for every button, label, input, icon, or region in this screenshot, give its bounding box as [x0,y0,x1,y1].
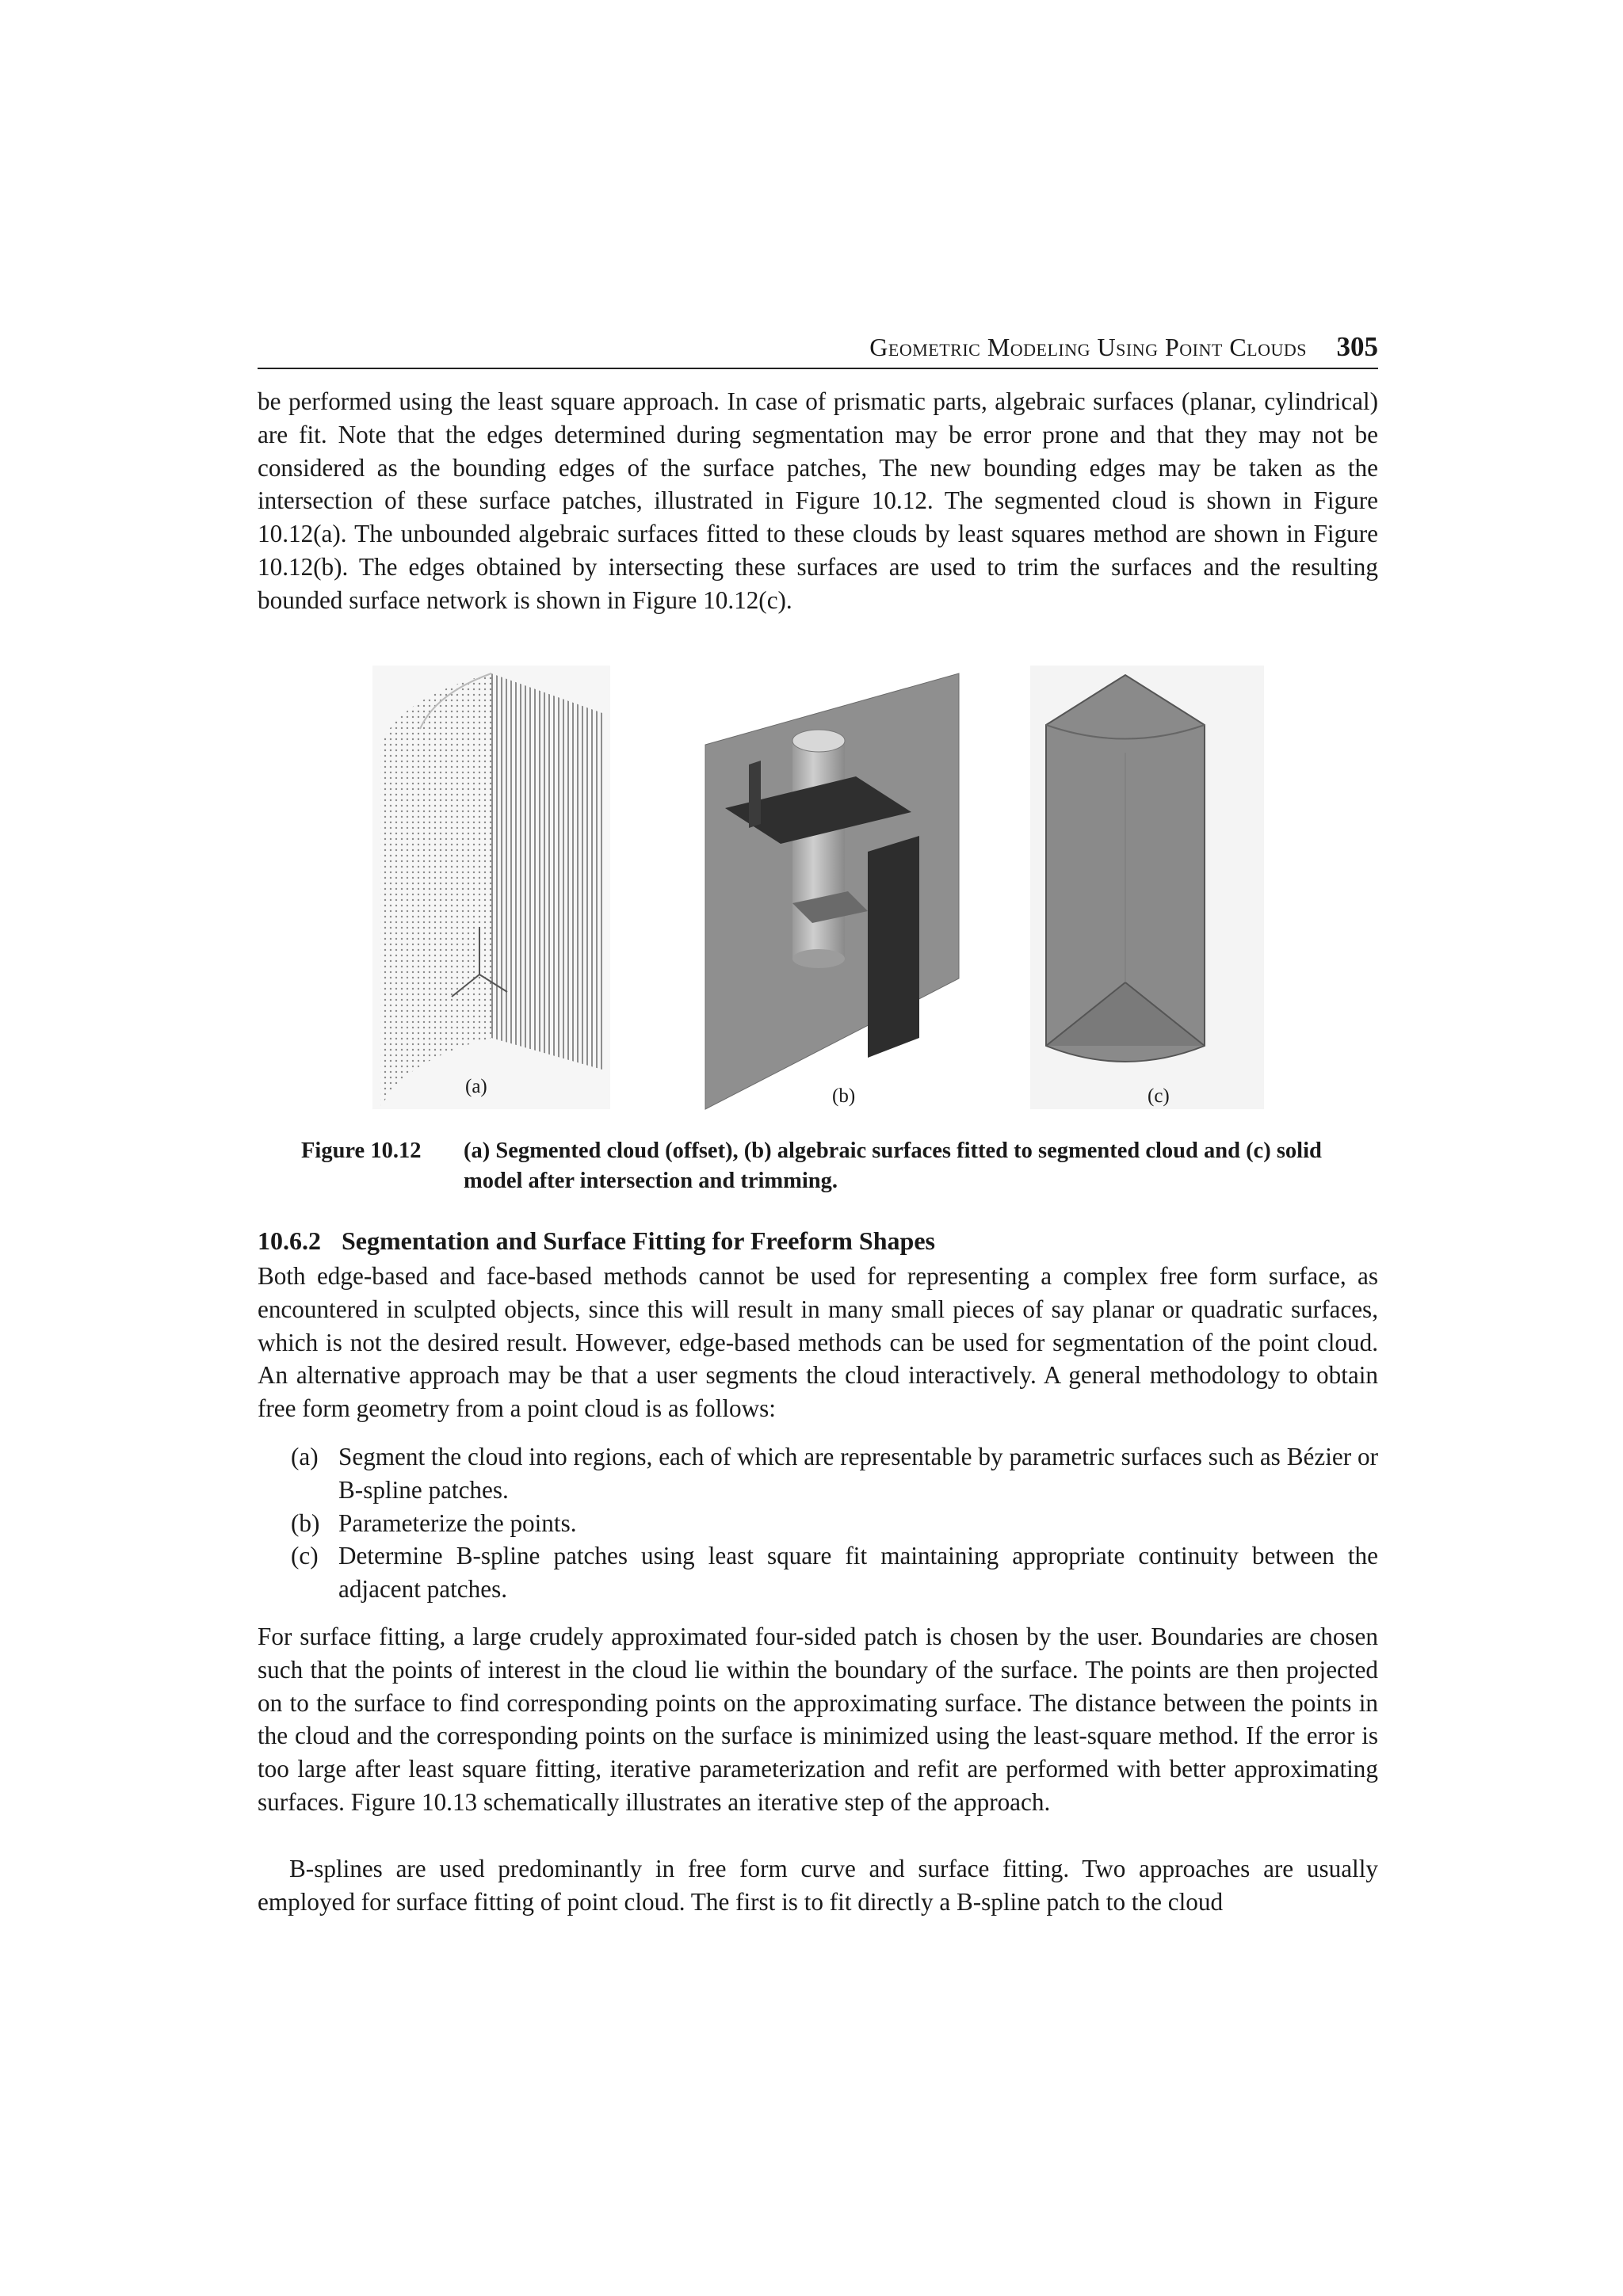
panel-c-label: (c) [1148,1085,1170,1107]
paragraph-surface-fitting: For surface fitting, a large crudely approximated four-sided patch is chosen by the user. Boundaries are chosen such that the points of interest in the cloud lie within the boundary of the surface. The points are then projected on to the surface to find corresponding points on the approximating surface. The distance between the points in the cloud and the corresponding points on the surface is minimized using the least-square method. If the error is too large after least square fitting, iterative parameterization and refit are performed with better approximating surfaces. Figure 10.13 schematically illustrates an iterative step of the approach. [258,1623,1378,1816]
page-number: 305 [1336,331,1378,362]
list-item-text: Segment the cloud into regions, each of which are representable by parametric surfaces such as Bézier or B-spline patches. [338,1443,1378,1504]
paragraph-bsplines: B-splines are used predominantly in free form curve and surface fitting. Two approaches are usually employed for surface fitting of point cloud. The first is to fit directly a B-spline patch to the cloud [258,1855,1378,1916]
panel-b-algebraic-surfaces [705,673,959,1109]
panel-a-label: (a) [465,1076,487,1097]
list-item [258,1507,1378,1540]
section-heading [258,1226,935,1256]
section-number: 10.6.2 [258,1226,321,1255]
running-title: Geometric Modeling Using Point Clouds [869,333,1307,361]
list-item [258,1440,1378,1507]
running-header [258,331,1378,369]
methodology-steps [258,1440,1378,1606]
section-title: Segmentation and Surface Fitting for Freeform Shapes [342,1226,935,1255]
figure-10-12 [372,666,1264,1117]
paragraph-intro: be performed using the least square approach. In case of prismatic parts, algebraic surfaces (planar, cylindrical) are fit. Note that the edges determined during segmentation may be error prone and that they may not be considered as the bounding edges of the surface patches, The new bounding edges may be taken as the intersection of these surface patches, illustrated in Figure 10.12. The segmented cloud is shown in Figure 10.12(a). The unbounded algebraic surfaces fitted to these clouds by least squares method are shown in Figure 10.12(b). The edges obtained by intersecting these surfaces are used to trim the surfaces and the resulting bounded surface network is shown in Figure 10.12(c). [258,387,1378,614]
figure-caption-text: (a) Segmented cloud (offset), (b) algebraic surfaces fitted to segmented cloud and (c) solid model after intersection and trimming. [464,1138,1322,1193]
list-marker: (c) [291,1542,319,1570]
figure-number: Figure 10.12 [301,1138,422,1163]
list-item [258,1539,1378,1606]
list-marker: (a) [291,1443,319,1470]
list-item-text: Determine B-spline patches using least square fit maintaining appropriate continuity between the adjacent patches. [338,1542,1378,1604]
panel-a-point-cloud [372,666,610,1109]
list-marker: (b) [291,1508,320,1537]
figure-illustration [372,666,1264,1117]
list-item-text: Parameterize the points. [338,1508,577,1537]
paragraph-freeform: Both edge-based and face-based methods cannot be used for representing a complex free form surface, as encountered in sculpted objects, since this will result in many small pieces of say planar or quadratic surfaces, which is not the desired result. However, edge-based methods can be used for segmentation of the point cloud. An alternative approach may be that a user segments the cloud interactively. A general methodology to obtain free form geometry from a point cloud is as follows: [258,1262,1378,1423]
panel-b-label: (b) [832,1085,856,1107]
panel-c-solid-model [1030,666,1264,1109]
